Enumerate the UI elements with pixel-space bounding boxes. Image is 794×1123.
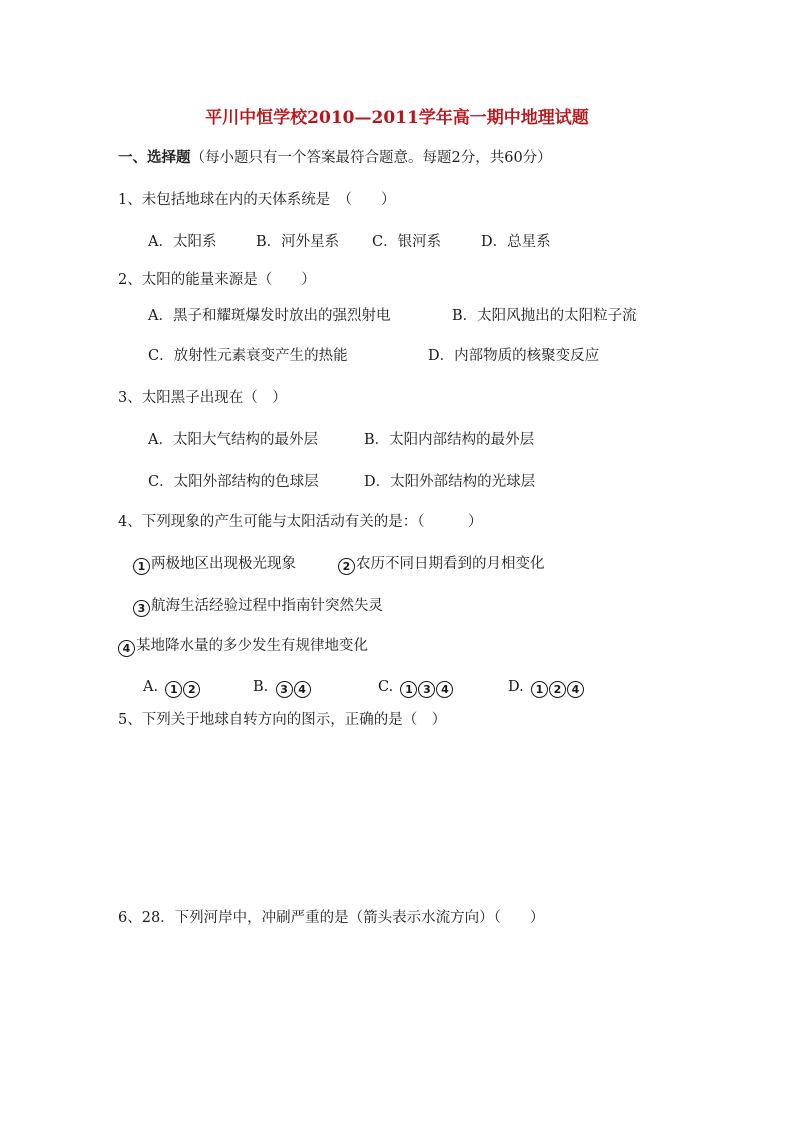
option-label: D.	[508, 679, 524, 695]
circled-number: 4	[118, 640, 135, 657]
question-4-stem: 4、下列现象的产生可能与太阳活动有关的是：（ ）	[118, 514, 483, 530]
circled-number: 4	[294, 681, 311, 698]
question-3-option-c: C．太阳外部结构的色球层	[148, 474, 319, 490]
question-1-option-c: C．银河系	[372, 234, 442, 250]
question-6-stem: 6、28．下列河岸中，冲刷严重的是（箭头表示水流方向）（ ）	[118, 910, 545, 926]
question-2-option-a: A．黑子和耀斑爆发时放出的强烈射电	[148, 308, 391, 324]
question-1-option-b: B．河外星系	[256, 234, 340, 250]
circled-number: 2	[183, 681, 200, 698]
option-label: A.	[143, 679, 159, 695]
question-4-option-c	[378, 677, 454, 698]
question-4-option-d	[508, 677, 585, 698]
question-2-stem: 2、太阳的能量来源是（ ）	[118, 272, 316, 288]
option-label: B.	[253, 679, 269, 695]
question-4-item-1	[133, 554, 296, 575]
question-1-option-a: A．太阳系	[148, 234, 217, 250]
item-text: 农历不同日期看到的月相变化	[356, 556, 545, 572]
question-2-option-c: C．放射性元素衰变产生的热能	[148, 348, 348, 364]
circled-number: 3	[133, 600, 150, 617]
question-3-stem: 3、太阳黑子出现在（ ）	[118, 390, 287, 406]
question-6-figure-area	[118, 940, 678, 1090]
question-3-option-d: D．太阳外部结构的光球层	[364, 474, 536, 490]
circled-number: 3	[418, 681, 435, 698]
question-2-option-d: D．内部物质的核聚变反应	[428, 348, 600, 364]
question-5-stem: 5、下列关于地球自转方向的图示，正确的是（ ）	[118, 712, 447, 728]
circled-number: 1	[400, 681, 417, 698]
question-1-stem: 1、未包括地球在内的天体系统是 （ ）	[118, 192, 396, 208]
circled-number: 2	[338, 558, 355, 575]
question-4-item-3	[133, 596, 383, 617]
circled-number: 2	[549, 681, 566, 698]
question-3-option-a: A．太阳大气结构的最外层	[148, 432, 318, 448]
section-heading	[118, 148, 552, 168]
circled-number: 4	[567, 681, 584, 698]
circled-number: 4	[436, 681, 453, 698]
circled-number: 1	[133, 558, 150, 575]
question-4-option-a	[143, 677, 201, 698]
question-3-option-b: B．太阳内部结构的最外层	[364, 432, 535, 448]
exam-title: 平川中恒学校2010—2011学年高一期中地理试题	[205, 108, 589, 128]
circled-number: 3	[276, 681, 293, 698]
circled-number: 1	[531, 681, 548, 698]
circled-number: 1	[165, 681, 182, 698]
item-text: 两极地区出现极光现象	[151, 556, 296, 572]
section-heading-note: （每小题只有一个答案最符合题意。每题2分，共60分）	[190, 150, 552, 166]
item-text: 某地降水量的多少发生有规律地变化	[136, 638, 368, 654]
question-2-option-b: B．太阳风抛出的太阳粒子流	[452, 308, 637, 324]
section-heading-label: 一、选择题	[118, 149, 191, 166]
question-4-item-2	[338, 554, 545, 575]
item-text: 航海生活经验过程中指南针突然失灵	[151, 598, 383, 614]
question-1-option-d: D．总星系	[481, 234, 551, 250]
question-4-item-4	[118, 636, 368, 657]
question-5-figure-area	[118, 740, 678, 900]
question-4-option-b	[253, 677, 312, 698]
option-label: C.	[378, 679, 394, 695]
